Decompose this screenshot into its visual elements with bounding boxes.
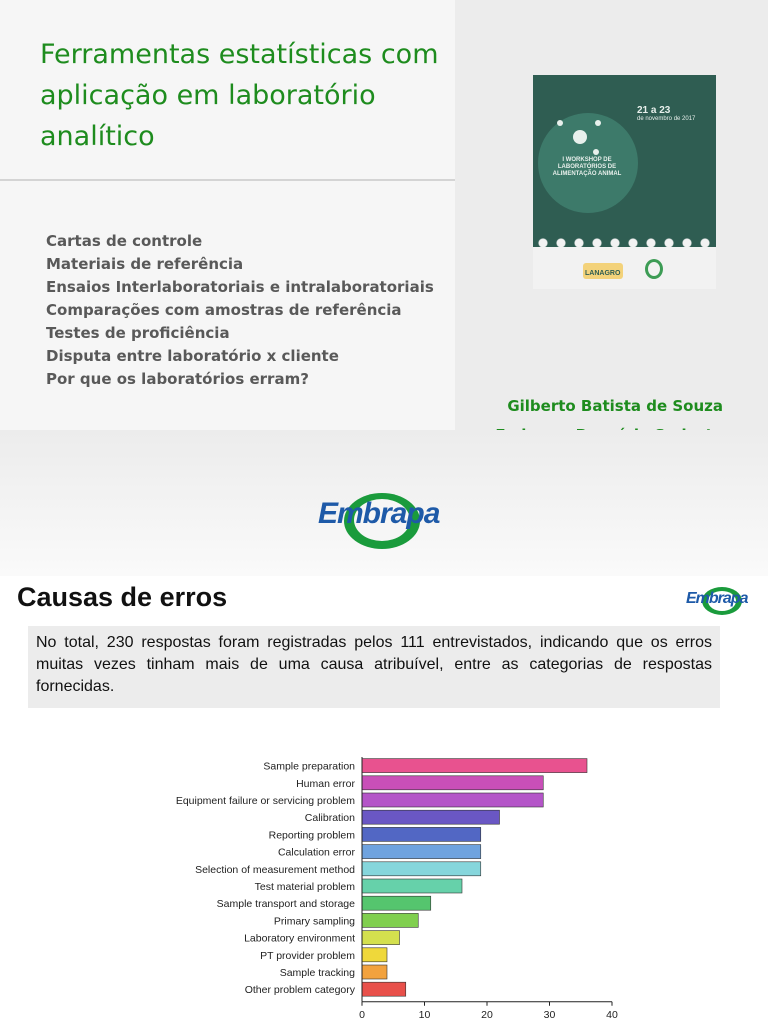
topic-item: Comparações com amostras de referência (46, 301, 402, 319)
category-label: Sample transport and storage (216, 898, 355, 911)
bar (362, 862, 481, 876)
molecule-node (557, 120, 563, 126)
category-label: Calculation error (277, 846, 355, 859)
bar (362, 896, 431, 910)
category-label: Sample tracking (279, 967, 355, 979)
category-label: Reporting problem (268, 829, 355, 842)
topic-item: Materiais de referência (46, 255, 244, 273)
category-label: Laboratory environment (244, 932, 355, 945)
category-label: Test material problem (254, 881, 355, 893)
lanagro-logo-text: LANAGRO (585, 270, 621, 277)
slide-title: Ferramentas estatísticas com aplicação em laboratório analítico (40, 39, 439, 152)
category-label: Primary sampling (273, 915, 355, 928)
bar (362, 810, 500, 824)
partner-logo (645, 259, 663, 279)
category-label: Sample preparation (263, 760, 355, 773)
poster-heading: I WORKSHOP DE LABORATÓRIOS DE ALIMENTAÇÃO ANIMAL (552, 157, 622, 177)
author-name: Gilberto Batista de Souza (507, 397, 723, 415)
bar (362, 982, 406, 996)
category-label: PT provider problem (260, 949, 355, 962)
bar (362, 931, 400, 945)
topic-item: Cartas de controle (46, 232, 203, 250)
bar (362, 965, 387, 979)
bar (362, 948, 387, 962)
x-tick-label: 0 (359, 1008, 365, 1021)
description-box (28, 626, 720, 708)
bar (362, 827, 481, 841)
embrapa-logo-text: Embrapa (318, 497, 440, 530)
category-label: Equipment failure or servicing problem (175, 795, 355, 807)
topic-item: Testes de proficiência (46, 324, 230, 342)
bar (362, 759, 587, 773)
embrapa-logo-small (686, 590, 747, 608)
poster-dates: 21 a 23 (637, 105, 671, 116)
topic-list (46, 230, 434, 391)
topic-item: Por que os laboratórios erram? (46, 370, 309, 388)
topic-item: Disputa entre laboratório x cliente (46, 347, 339, 365)
bar (362, 879, 462, 893)
bar (362, 793, 543, 807)
bar (362, 913, 418, 927)
x-tick-label: 20 (481, 1008, 493, 1021)
category-label: Other problem category (244, 984, 355, 997)
bar (362, 845, 481, 859)
topic-item: Ensaios Interlaboratoriais e intralaboratoriais (46, 278, 434, 296)
errors-slide (0, 576, 768, 1024)
error-causes-bar-chart (0, 746, 768, 1024)
title-divider (0, 179, 455, 181)
molecule-icon (573, 130, 587, 144)
molecule-node (595, 120, 601, 126)
category-label: Calibration (304, 812, 355, 825)
description-text: No total, 230 respostas foram registradas pelos 111 entrevistados, indicando que os erros muitas vezes tinham mais de uma causa atribuível, entre as categorias de respostas fornecidas. (36, 634, 712, 695)
embrapa-logo (318, 497, 439, 531)
category-label: Selection of measurement method (195, 863, 355, 876)
poster-date-sub: de novembro de 2017 (637, 116, 696, 122)
x-tick-label: 40 (606, 1008, 618, 1021)
bar (362, 776, 543, 790)
workshop-poster-image (533, 75, 716, 289)
molecule-node (593, 149, 599, 155)
poster-details (637, 105, 713, 123)
poster-footer (533, 247, 716, 289)
x-tick-label: 10 (418, 1008, 431, 1021)
category-label: Human error (296, 777, 355, 790)
slide-title: Causas de erros (17, 582, 228, 612)
embrapa-logo-text: Embrapa (686, 590, 748, 607)
x-tick-label: 30 (543, 1008, 556, 1021)
